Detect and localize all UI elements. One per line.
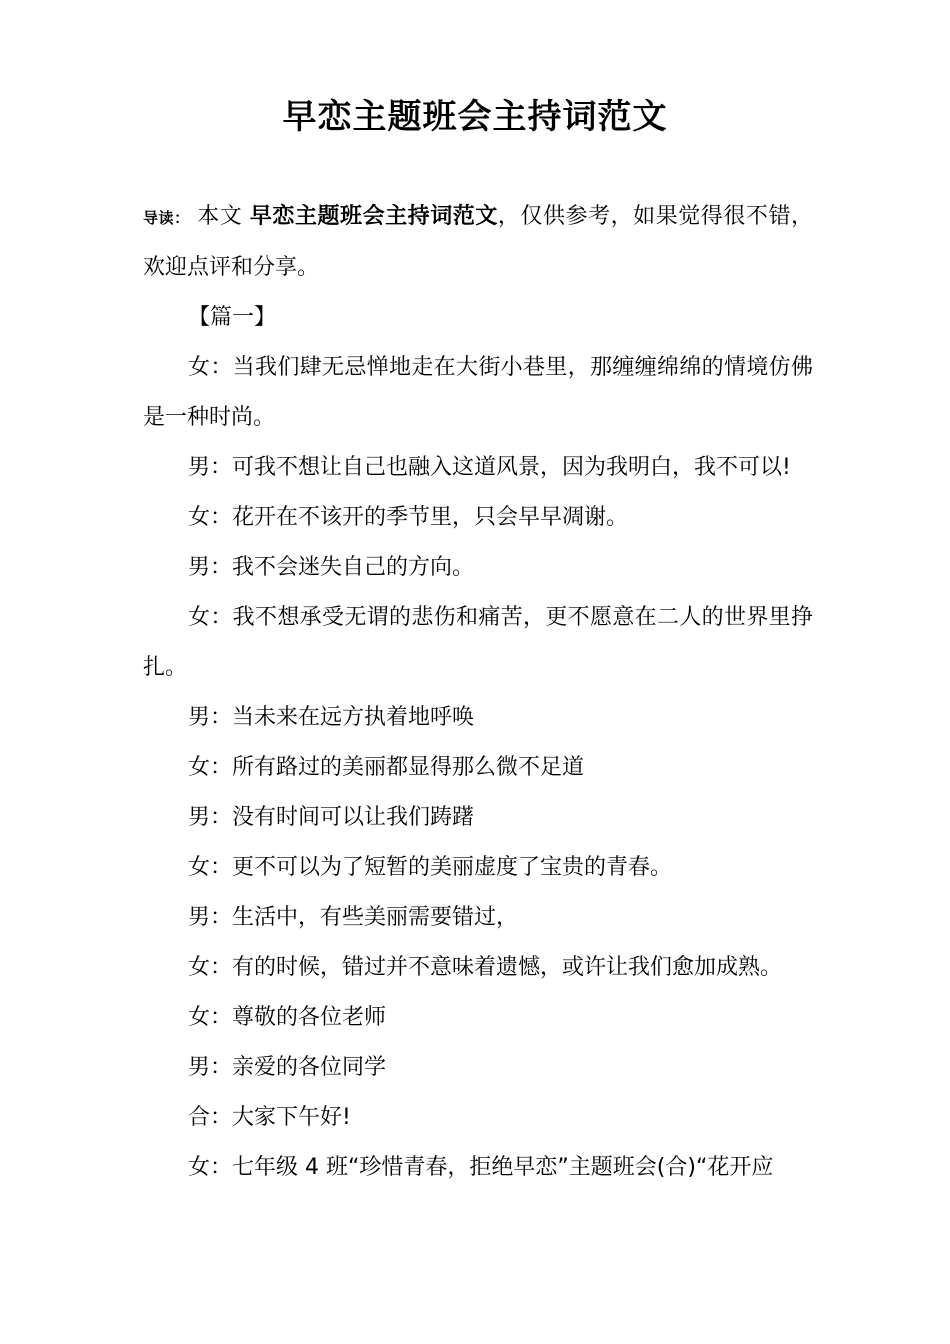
intro-before-text: 本文	[189, 204, 250, 229]
intro-label: 导读：	[143, 209, 190, 227]
dialogue-line: 女：花开在不该开的季节里，只会早早凋谢。	[188, 505, 629, 530]
dialogue-line: 女：有的时候，错过并不意味着遗憾，或许让我们愈加成熟。	[188, 955, 783, 980]
dialogue-line: 男：生活中，有些美丽需要错过，	[188, 905, 519, 930]
document-body	[143, 192, 813, 1193]
section-heading: 【篇一】	[188, 305, 277, 330]
dialogue-line: 女：尊敬的各位老师	[188, 1005, 387, 1030]
intro-paragraph	[143, 192, 813, 293]
dialogue-line: 男：没有时间可以让我们踌躇	[188, 805, 475, 830]
dialogue-line: 女：七年级 4 班“珍惜青春，拒绝早恋”主题班会(合)“花开应	[188, 1155, 774, 1180]
intro-bold-title: 早恋主题班会主持词范文	[249, 204, 498, 229]
dialogue-line: 女：更不可以为了短暂的美丽虚度了宝贵的青春。	[188, 855, 673, 880]
dialogue-line: 女：当我们肆无忌惮地走在大街小巷里，那缠缠绵绵的情境仿佛是一种时尚。	[143, 355, 813, 430]
dialogue-line: 男：可我不想让自己也融入这道风景，因为我明白，我不可以!	[188, 455, 791, 480]
dialogue-line: 男：亲爱的各位同学	[188, 1055, 387, 1080]
dialogue-line: 合：大家下午好!	[188, 1105, 351, 1130]
dialogue-line: 女：所有路过的美丽都显得那么微不足道	[188, 755, 585, 780]
dialogue-line: 男：我不会迷失自己的方向。	[188, 555, 475, 580]
document-title: 早恋主题班会主持词范文	[282, 97, 668, 137]
dialogue-line: 男：当未来在远方执着地呼唤	[188, 705, 475, 730]
intro-after-text: ，仅供参考，如果觉得很不错，欢迎点评和分享。	[143, 204, 813, 280]
dialogue-line: 女：我不想承受无谓的悲伤和痛苦，更不愿意在二人的世界里挣扎。	[143, 605, 813, 680]
